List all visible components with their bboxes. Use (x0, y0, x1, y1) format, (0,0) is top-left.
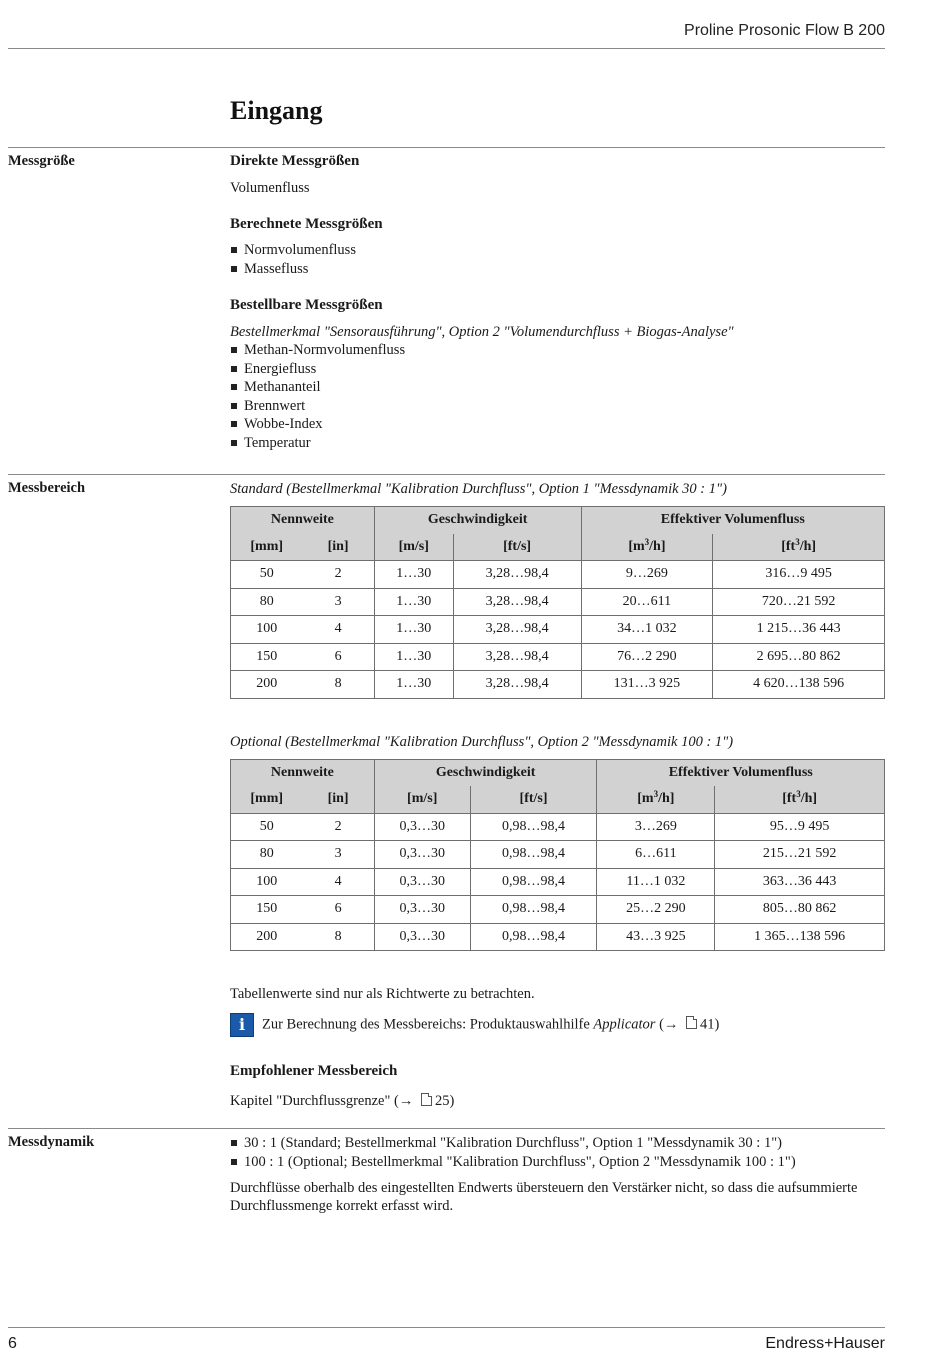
bullet-square-icon (231, 1159, 237, 1165)
side-label-messgroesse: Messgröße (8, 153, 75, 169)
bullet-square-icon (231, 366, 237, 372)
table-cell: 3 (302, 841, 374, 869)
table-cell: 34…1 032 (581, 616, 713, 644)
table-cell: 80 (231, 588, 303, 616)
table-cell: 0,98…98,4 (470, 841, 597, 869)
table-cell: 6 (302, 643, 374, 671)
header-m3h: $[m^3/h]$ (581, 534, 713, 561)
header-geschwindigkeit: Geschwindigkeit (374, 759, 597, 786)
bullet-square-icon (231, 403, 237, 409)
table-cell: 3,28…98,4 (453, 643, 581, 671)
table-cell: 2 695…80 862 (713, 643, 885, 671)
standard-table-caption: Standard (Bestellmerkmal "Kalibration Durchfluss", Option 1 "Messdynamik 30 : 1") (230, 481, 727, 497)
header-volumenfluss: Effektiver Volumenfluss (597, 759, 885, 786)
table-cell: 0,3…30 (374, 868, 470, 896)
side-label-messdynamik: Messdynamik (8, 1134, 95, 1150)
table-cell: 76…2 290 (581, 643, 713, 671)
table-cell: 0,3…30 (374, 923, 470, 951)
table-row (231, 561, 885, 589)
berechnete-messgroessen-list (230, 241, 885, 278)
header-ft3h: $[ft^3/h]$ (715, 786, 885, 813)
table-cell: 0,98…98,4 (470, 923, 597, 951)
optional-range-table (230, 759, 885, 952)
list-item: 100 : 1 (Optional; Bestellmerkmal "Kalibration Durchfluss", Option 2 "Messdynamik 100 : 1") (230, 1153, 885, 1172)
direkte-messgroessen-heading: Direkte Messgrößen (230, 153, 360, 169)
header-nennweite: Nennweite (231, 507, 375, 534)
table-cell: 805…80 862 (715, 896, 885, 924)
list-item: Massefluss (230, 260, 885, 279)
table-cell: 0,3…30 (374, 813, 470, 841)
list-item: Wobbe-Index (230, 415, 885, 434)
table-cell: 100 (231, 868, 303, 896)
richtwerte-note: Tabellenwerte sind nur als Richtwerte zu betrachten. (230, 986, 535, 1002)
bestellbare-messgroessen-list (230, 341, 885, 452)
table-cell: 3,28…98,4 (453, 561, 581, 589)
bullet-square-icon (231, 1140, 237, 1146)
bestellbare-messgroessen-heading: Bestellbare Messgrößen (230, 297, 383, 313)
side-label-messbereich: Messbereich (8, 480, 86, 496)
table-cell: 3 (302, 588, 374, 616)
header-fts: [ft/s] (453, 534, 581, 561)
header-rule (8, 48, 885, 49)
page-reference[interactable]: 25 (435, 1093, 450, 1109)
list-item: Temperatur (230, 434, 885, 453)
list-item: Energiefluss (230, 360, 885, 379)
table-row (231, 923, 885, 951)
table-cell: 150 (231, 643, 303, 671)
header-in: [in] (302, 786, 374, 813)
messbereich-content (230, 480, 885, 1110)
list-item: Normvolumenfluss (230, 241, 885, 260)
header-volumenfluss: Effektiver Volumenfluss (581, 507, 884, 534)
table-row (231, 896, 885, 924)
page-reference[interactable]: 41 (700, 1016, 715, 1033)
messdynamik-text: Durchflüsse oberhalb des eingestellten Endwerts übersteuern den Verstärker nicht, so dass die aufsummierte Durchflussmenge korrekt erfasst wird. (230, 1180, 858, 1214)
table-cell: 4 (302, 616, 374, 644)
header-m3h: $[m^3/h]$ (597, 786, 715, 813)
section-divider-messdynamik (8, 1128, 885, 1129)
table-cell: 4 620…138 596 (713, 671, 885, 699)
table-row (231, 643, 885, 671)
table-cell: 50 (231, 813, 303, 841)
bullet-square-icon (231, 384, 237, 390)
bullet-square-icon (231, 421, 237, 427)
footer-rule (8, 1327, 885, 1328)
table-cell: 150 (231, 896, 303, 924)
bullet-square-icon (231, 266, 237, 272)
list-item: Brennwert (230, 397, 885, 416)
messdynamik-list (230, 1134, 885, 1171)
table-cell: 3,28…98,4 (453, 616, 581, 644)
info-line: i Zur Berechnung des Messbereichs: Produktauswahlhilfe Applicator (→ 41) (230, 1013, 885, 1037)
table-row (231, 616, 885, 644)
table-cell: 4 (302, 868, 374, 896)
table-cell: 200 (231, 671, 303, 699)
table-row (231, 671, 885, 699)
table-cell: 2 (302, 813, 374, 841)
optional-table-body (231, 813, 885, 951)
table-cell: 8 (302, 923, 374, 951)
table-row (231, 841, 885, 869)
list-item: Methananteil (230, 378, 885, 397)
empfohlener-messbereich-text: Kapitel "Durchflussgrenze" (→ 25) (230, 1093, 455, 1109)
table-cell: 95…9 495 (715, 813, 885, 841)
applicator-link[interactable]: Applicator (593, 1016, 656, 1033)
messdynamik-content (230, 1134, 885, 1215)
table-cell: 0,98…98,4 (470, 813, 597, 841)
table-cell: 1…30 (374, 561, 453, 589)
page-number: 6 (8, 1335, 17, 1352)
table-cell: 316…9 495 (713, 561, 885, 589)
standard-table-body (231, 561, 885, 699)
table-cell: 1…30 (374, 643, 453, 671)
table-row (231, 813, 885, 841)
bullet-square-icon (231, 247, 237, 253)
table-cell: 363…36 443 (715, 868, 885, 896)
table-cell: 720…21 592 (713, 588, 885, 616)
table-cell: 1 365…138 596 (715, 923, 885, 951)
list-item: 30 : 1 (Standard; Bestellmerkmal "Kalibration Durchfluss", Option 1 "Messdynamik 30 : 1") (230, 1134, 885, 1153)
section-divider-messgroesse (8, 147, 885, 148)
table-row (231, 868, 885, 896)
table-cell: 20…611 (581, 588, 713, 616)
direkte-messgroessen-text: Volumenfluss (230, 180, 310, 196)
header-fts: [ft/s] (470, 786, 597, 813)
header-nennweite: Nennweite (231, 759, 375, 786)
berechnete-messgroessen-heading: Berechnete Messgrößen (230, 216, 383, 232)
section-divider-messbereich (8, 474, 885, 475)
table-cell: 200 (231, 923, 303, 951)
table-cell: 6…611 (597, 841, 715, 869)
page-reference-icon (686, 1016, 697, 1029)
list-item: Methan-Normvolumenfluss (230, 341, 885, 360)
table-cell: 25…2 290 (597, 896, 715, 924)
header-in: [in] (302, 534, 374, 561)
header-mm: [mm] (231, 786, 303, 813)
bullet-square-icon (231, 347, 237, 353)
empfohlener-messbereich-heading: Empfohlener Messbereich (230, 1063, 398, 1079)
header-mm: [mm] (231, 534, 303, 561)
info-icon: i (230, 1013, 254, 1037)
table-cell: 6 (302, 896, 374, 924)
page-reference-icon (421, 1093, 432, 1106)
table-cell: 131…3 925 (581, 671, 713, 699)
table-cell: 100 (231, 616, 303, 644)
header-ms: [m/s] (374, 534, 453, 561)
table-cell: 1…30 (374, 671, 453, 699)
table-cell: 50 (231, 561, 303, 589)
table-cell: 8 (302, 671, 374, 699)
table-cell: 9…269 (581, 561, 713, 589)
footer-brand: Endress+Hauser (765, 1335, 885, 1352)
table-cell: 0,98…98,4 (470, 868, 597, 896)
table-cell: 0,3…30 (374, 841, 470, 869)
table-cell: 1 215…36 443 (713, 616, 885, 644)
table-cell: 0,98…98,4 (470, 896, 597, 924)
table-cell: 80 (231, 841, 303, 869)
table-cell: 3,28…98,4 (453, 671, 581, 699)
table-cell: 1…30 (374, 588, 453, 616)
table-cell: 1…30 (374, 616, 453, 644)
section-title: Eingang (230, 96, 323, 125)
table-cell: 43…3 925 (597, 923, 715, 951)
table-row (231, 588, 885, 616)
table-cell: 11…1 032 (597, 868, 715, 896)
table-cell: 3…269 (597, 813, 715, 841)
table-cell: 0,3…30 (374, 896, 470, 924)
messgroesse-content (230, 153, 885, 452)
bestellbare-messgroessen-note: Bestellmerkmal "Sensorausführung", Option 2 "Volumendurchfluss + Biogas-Analyse" (230, 324, 734, 340)
table-cell: 215…21 592 (715, 841, 885, 869)
bullet-square-icon (231, 440, 237, 446)
optional-table-caption: Optional (Bestellmerkmal "Kalibration Durchfluss", Option 2 "Messdynamik 100 : 1") (230, 733, 734, 750)
header-geschwindigkeit: Geschwindigkeit (374, 507, 581, 534)
standard-range-table (230, 506, 885, 699)
table-cell: 2 (302, 561, 374, 589)
header-title: Proline Prosonic Flow B 200 (684, 22, 885, 39)
table-cell: 3,28…98,4 (453, 588, 581, 616)
header-ft3h: $[ft^3/h]$ (713, 534, 885, 561)
header-ms: [m/s] (374, 786, 470, 813)
